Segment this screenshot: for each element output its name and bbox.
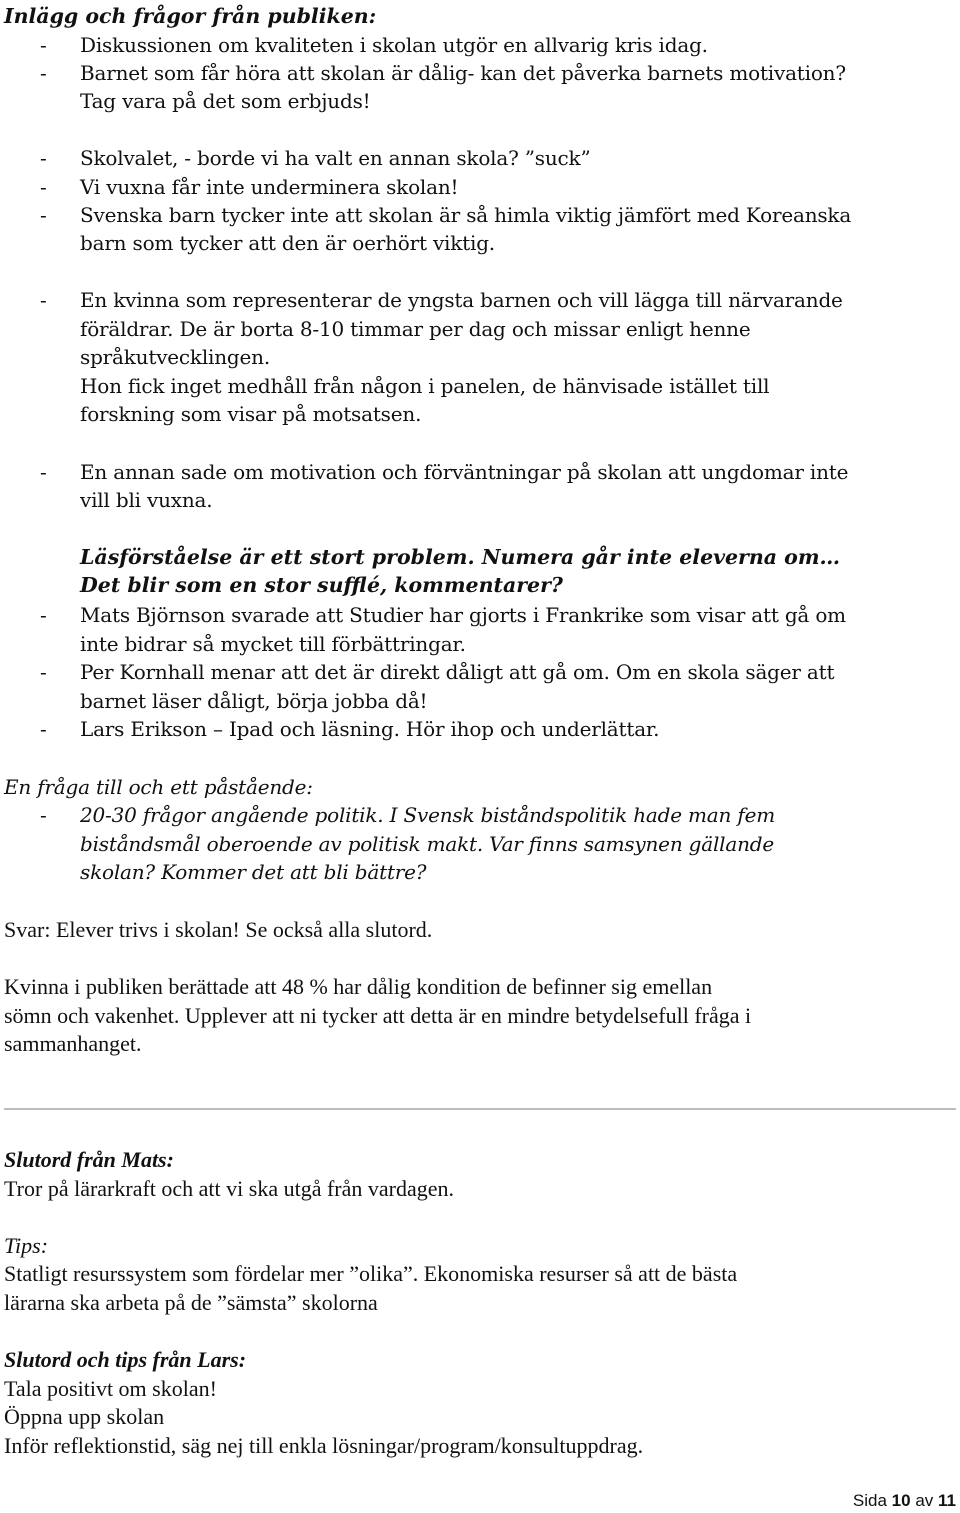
list-item-text: Tag vara på det som erbjuds! [80, 89, 371, 113]
list-dash: - [40, 660, 47, 684]
list-item-text: Hon fick inget medhåll från någon i panelen, de hänvisade istället till [80, 374, 770, 398]
list-item-text: Vi vuxna får inte underminera skolan! [80, 175, 459, 199]
slutord-lars-line: Tala positivt om skolan! [4, 1376, 217, 1401]
section-heading-publiken: Inlägg och frågor från publiken: [4, 4, 377, 28]
list-dash: - [40, 460, 47, 484]
list-item-text: Mats Björnson svarade att Studier har gjorts i Frankrike som visar att gå om [80, 603, 846, 627]
paragraph-line: sammanhanget. [4, 1031, 142, 1056]
list-dash: - [40, 146, 47, 170]
page-prefix: Sida [852, 1491, 887, 1510]
list-item-text: Lars Erikson – Ipad och läsning. Hör ihop och underlättar. [80, 717, 660, 741]
answer-text: Svar: Elever trivs i skolan! Se också alla slutord. [4, 917, 433, 942]
list-dash: - [40, 175, 47, 199]
section-heading-slutord-lars: Slutord och tips från Lars: [4, 1347, 247, 1372]
tips-line: Statligt resurssystem som fördelar mer ”olika”. Ekonomiska resurser så att de bästa [4, 1261, 738, 1286]
current-page: 10 [891, 1491, 911, 1510]
slutord-mats-text: Tror på lärarkraft och att vi ska utgå från vardagen. [4, 1176, 455, 1201]
tips-line: lärarna ska arbeta på de ”sämsta” skolorna [4, 1290, 378, 1315]
page-number [853, 1490, 956, 1512]
list-item-text: En kvinna som representerar de yngsta barnen och vill lägga till närvarande [80, 288, 843, 312]
list-dash: - [40, 203, 47, 227]
list-item-text: föräldrar. De är borta 8-10 timmar per dag och missar enligt henne [80, 317, 751, 341]
list-dash: - [40, 803, 47, 827]
list-dash: - [40, 288, 47, 312]
list-item-text: biståndsmål oberoende av politisk makt. Var finns samsynen gällande [80, 832, 775, 856]
section-heading-lasforstaelse: Läsförståelse är ett stort problem. Numera går inte eleverna om… [80, 545, 841, 569]
tips-label: Tips: [4, 1233, 49, 1258]
list-item-text: barn som tycker att den är oerhört viktig. [80, 231, 495, 255]
horizontal-divider [4, 1108, 956, 1110]
list-item-text: Svenska barn tycker inte att skolan är så himla viktig jämfört med Koreanska [80, 203, 852, 227]
list-item-text: Barnet som får höra att skolan är dålig- kan det påverka barnets motivation? [80, 61, 846, 85]
list-item-text: forskning som visar på motsatsen. [80, 402, 422, 426]
list-item-text: En annan sade om motivation och förväntningar på skolan att ungdomar inte [80, 460, 849, 484]
section-heading-lasforstaelse-line2: Det blir som en stor sufflé, kommentarer? [80, 573, 563, 597]
paragraph-line: sömn och vakenhet. Upplever att ni tycker att detta är en mindre betydelsefull fråga i [4, 1003, 752, 1028]
list-item-text: 20-30 frågor angående politik. I Svensk biståndspolitik hade man fem [80, 803, 775, 827]
section-heading-fraga: En fråga till och ett påstående: [4, 775, 313, 799]
slutord-lars-line: Öppna upp skolan [4, 1404, 165, 1429]
list-item-text: språkutvecklingen. [80, 345, 270, 369]
list-dash: - [40, 33, 47, 57]
paragraph-line: Kvinna i publiken berättade att 48 % har dålig kondition de befinner sig emellan [4, 974, 713, 999]
section-heading-slutord-mats: Slutord från Mats: [4, 1147, 174, 1172]
list-dash: - [40, 717, 47, 741]
list-dash: - [40, 61, 47, 85]
list-item-text: vill bli vuxna. [80, 488, 213, 512]
slutord-lars-line: Inför reflektionstid, säg nej till enkla lösningar/program/konsultuppdrag. [4, 1433, 644, 1458]
list-item-text: inte bidrar så mycket till förbättringar. [80, 632, 466, 656]
list-item-text: barnet läser dåligt, börja jobba då! [80, 689, 428, 713]
list-item-text: skolan? Kommer det att bli bättre? [80, 860, 427, 884]
list-dash: - [40, 603, 47, 627]
list-item-text: Per Kornhall menar att det är direkt dåligt att gå om. Om en skola säger att [80, 660, 835, 684]
list-item-text: Skolvalet, - borde vi ha valt en annan skola? ”suck” [80, 146, 591, 170]
total-pages: 11 [938, 1491, 956, 1510]
list-item-text: Diskussionen om kvaliteten i skolan utgör en allvarig kris idag. [80, 33, 708, 57]
page-middle: av [915, 1491, 934, 1510]
